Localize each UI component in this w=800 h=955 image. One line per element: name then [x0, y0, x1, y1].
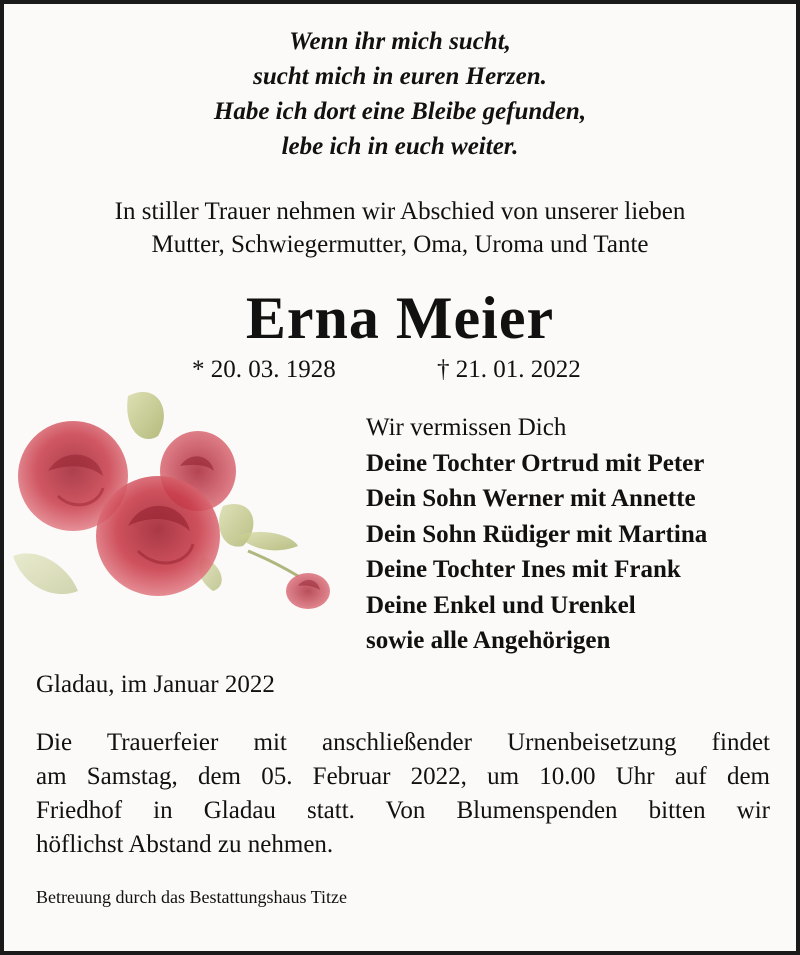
poem-line: sucht mich in euren Herzen. [253, 63, 547, 90]
family-member: Deine Tochter Ortrud mit Peter [366, 449, 705, 477]
family-heading: Wir vermissen Dich [366, 414, 567, 441]
ceremony-line: Die Trauerfeier mit anschließender Urnenbeisetzung findet [36, 729, 770, 756]
place-date: Gladau, im Januar 2022 [36, 671, 275, 698]
family-member: Deine Enkel und Urenkel [366, 591, 636, 619]
family-member: sowie alle Angehörigen [366, 627, 611, 654]
intro-text [0, 195, 800, 261]
intro-line: Mutter, Schwiegermutter, Oma, Uroma und Tante [151, 231, 649, 258]
family-member: Dein Sohn Rüdiger mit Martina [366, 520, 708, 548]
death-date: † 21. 01. 2022 [437, 356, 581, 383]
birth-date: * 20. 03. 1928 [192, 356, 336, 383]
ceremony-line: Friedhof in Gladau statt. Von Blumenspenden bitten wir [36, 797, 770, 824]
family-member: Deine Tochter Ines mit Frank [366, 556, 681, 583]
poem [0, 24, 800, 164]
red-roses-illustration [8, 376, 348, 626]
deceased-name: Erna Meier [245, 285, 555, 351]
poem-line: lebe ich in euch weiter. [281, 133, 519, 160]
intro-line: In stiller Trauer nehmen wir Abschied von unserer lieben [114, 198, 686, 225]
family-list [366, 410, 707, 659]
ceremony-line: am Samstag, dem 05. Februar 2022, um 10.00 Uhr auf dem [36, 763, 770, 790]
ceremony-text [36, 726, 770, 862]
poem-line: Habe ich dort eine Bleibe gefunden, [213, 98, 587, 125]
ceremony-line: höflichst Abstand zu nehmen. [36, 831, 334, 858]
poem-line: Wenn ihr mich sucht, [289, 28, 511, 55]
family-member: Dein Sohn Werner mit Annette [366, 485, 696, 512]
funeral-home-credit: Betreuung durch das Bestattungshaus Titze [36, 887, 347, 907]
